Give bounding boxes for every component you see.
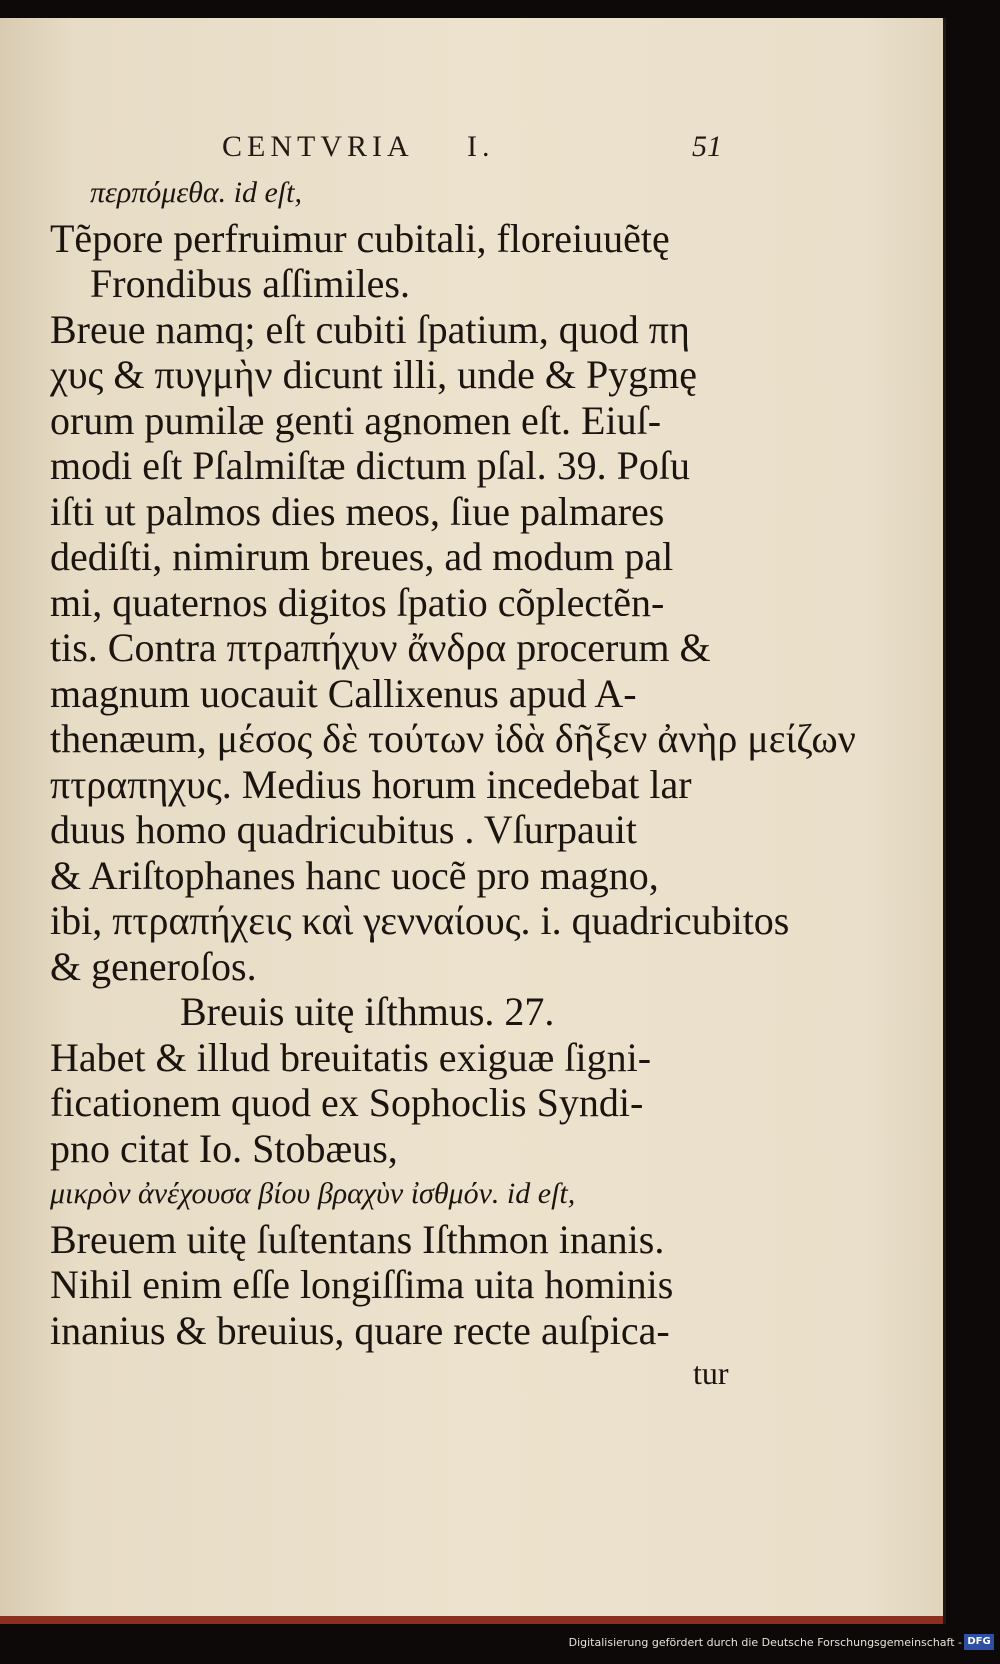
- text-line: & generoſos.: [50, 943, 257, 989]
- header-title: CENTVRIA: [222, 130, 414, 163]
- text-line: dediſti, nimirum breues, ad modum pal: [50, 534, 674, 579]
- text-line: iſti ut palmos dies meos, ſiue palmares: [50, 488, 665, 534]
- text-line: μικρὸν ἀνέχουσα βίου βραχὺν ἰσθμόν. id eſt,: [50, 1177, 576, 1210]
- book-page: [0, 18, 946, 1624]
- dfg-logo-icon: DFG: [964, 1634, 994, 1650]
- text-line: modi eſt Pſalmiſtæ dictum pſal. 39. Poſu: [50, 443, 690, 488]
- page-number: 51: [692, 130, 722, 163]
- catchword: tur: [693, 1355, 729, 1391]
- text-line: pno citat Io. Stobæus,: [50, 1125, 398, 1171]
- text-line: ficationem quod ex Sophoclis Syndi-: [50, 1080, 644, 1125]
- text-line: χυς & πυγμὴν dicunt illi, unde & Pygmę: [50, 352, 698, 397]
- text-line: ibi, πτραπήχεις καὶ γενναίους. i. quadricubitos: [50, 898, 790, 943]
- text-line: Tẽpore perfruimur cubitali, floreiuuẽtę: [50, 215, 670, 261]
- text-line: Breuem uitę ſuſtentans Iſthmon inanis.: [50, 1216, 665, 1262]
- text-line: magnum uocauit Callixenus apud A-: [50, 670, 637, 716]
- text-line: inanius & breuius, quare recte auſpica-: [50, 1307, 670, 1353]
- text-line: tis. Contra πτρaπήχυν ἄνδρα procerum &: [50, 625, 711, 670]
- text-line: Frondibus aſſimiles.: [90, 261, 410, 306]
- text-line: Habet & illud breuitatis exiguæ ſigni-: [50, 1034, 652, 1080]
- footer-bar: [0, 1626, 1000, 1662]
- funding-notice: Digitalisierung gefördert durch die Deutsche Forschungsgemeinschaft -: [568, 1636, 962, 1649]
- text-line: περπόμεθα. id eſt,: [90, 176, 302, 209]
- text-line: Breue namq; eſt cubiti ſpatium, quod πη: [50, 306, 690, 352]
- text-line: & Ariſtophanes hanc uocẽ pro magno,: [50, 852, 659, 898]
- text-line: duus homo quadricubitus . Vſurpauit: [50, 807, 637, 852]
- text-line: mi, quaternos digitos ſpatio cõplectẽn-: [50, 579, 665, 625]
- body-text: [50, 170, 856, 1353]
- text-line: thenæum, μέσος δὲ τούτων ἰδὰ δῆξεν ἀνὴρ μείζων: [50, 716, 856, 761]
- header-number: I.: [467, 130, 495, 163]
- section-heading: Breuis uitę iſthmus. 27.: [180, 989, 555, 1034]
- text-line: πτραπηχυς. Medius horum incedebat lar: [50, 761, 692, 807]
- text-line: orum pumilæ genti agnomen eſt. Eiuſ-: [50, 397, 662, 443]
- text-line: Nihil enim eſſe longiſſima uita hominis: [50, 1262, 674, 1307]
